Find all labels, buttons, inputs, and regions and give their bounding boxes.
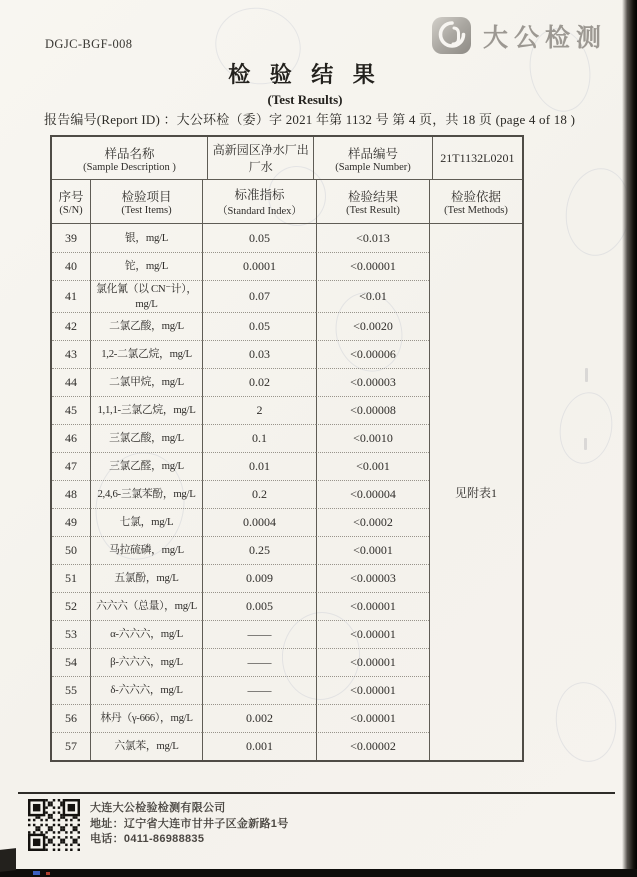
bleed-mark bbox=[585, 368, 588, 382]
row-standard: —— bbox=[202, 648, 316, 676]
report-id-line: 报告编号(Report ID) ：大公环检（委）字 2021 年第 1132 号 第 4 页，共 18 页 (page 4 of 18 ) bbox=[44, 112, 576, 127]
scan-edge-bottom bbox=[0, 869, 637, 877]
column-header-row bbox=[52, 180, 522, 224]
row-sn: 57 bbox=[52, 732, 90, 760]
scan-speck bbox=[33, 871, 40, 875]
row-standard: 0.25 bbox=[202, 536, 316, 564]
row-sn: 56 bbox=[52, 704, 90, 732]
bleed-mark bbox=[554, 388, 618, 468]
row-standard: 0.02 bbox=[202, 368, 316, 396]
row-standard: 0.07 bbox=[202, 280, 316, 312]
row-sn: 50 bbox=[52, 536, 90, 564]
row-result: <0.0001 bbox=[316, 536, 429, 564]
bleed-mark bbox=[551, 678, 622, 766]
row-sn: 43 bbox=[52, 340, 90, 368]
row-result: <0.00002 bbox=[316, 732, 429, 760]
qr-code bbox=[28, 799, 80, 851]
row-standard: 0.03 bbox=[202, 340, 316, 368]
row-item: 二氯甲烷，mg/L bbox=[90, 368, 202, 396]
row-result: <0.00001 bbox=[316, 704, 429, 732]
row-item: 1,2-二氯乙烷，mg/L bbox=[90, 340, 202, 368]
row-result: <0.00003 bbox=[316, 368, 429, 396]
row-sn: 51 bbox=[52, 564, 90, 592]
row-result: <0.00001 bbox=[316, 592, 429, 620]
row-result: <0.0002 bbox=[316, 508, 429, 536]
row-item: 二氯乙酸，mg/L bbox=[90, 312, 202, 340]
row-item: 五氯酚，mg/L bbox=[90, 564, 202, 592]
column-header-standard: 标准指标 （Standard Index） bbox=[202, 180, 316, 223]
row-result: <0.00001 bbox=[316, 648, 429, 676]
row-result: <0.013 bbox=[316, 224, 429, 252]
row-item: 1,1,1-三氯乙烷，mg/L bbox=[90, 396, 202, 424]
row-sn: 55 bbox=[52, 676, 90, 704]
row-item: 铊，mg/L bbox=[90, 252, 202, 280]
row-sn: 49 bbox=[52, 508, 90, 536]
row-result: <0.00008 bbox=[316, 396, 429, 424]
row-sn: 48 bbox=[52, 480, 90, 508]
document-code: DGJC-BGF-008 bbox=[45, 37, 133, 51]
row-standard: 0.005 bbox=[202, 592, 316, 620]
row-sn: 40 bbox=[52, 252, 90, 280]
results-table bbox=[50, 135, 524, 762]
scan-corner-mark bbox=[0, 848, 16, 872]
row-item: 六六六（总量），mg/L bbox=[90, 592, 202, 620]
page-title: 检 验 结 果 bbox=[228, 62, 382, 87]
row-result: <0.0010 bbox=[316, 424, 429, 452]
row-item: 氯化氰（以 CN⁻计），mg/L bbox=[90, 280, 202, 312]
row-sn: 54 bbox=[52, 648, 90, 676]
row-standard: 0.002 bbox=[202, 704, 316, 732]
row-standard: 0.001 bbox=[202, 732, 316, 760]
table-body bbox=[52, 224, 522, 760]
bleed-mark bbox=[584, 438, 587, 450]
row-sn: 42 bbox=[52, 312, 90, 340]
row-item: 银，mg/L bbox=[90, 224, 202, 252]
row-item: β-六六六，mg/L bbox=[90, 648, 202, 676]
row-item: 六氯苯，mg/L bbox=[90, 732, 202, 760]
row-standard: 0.0001 bbox=[202, 252, 316, 280]
column-header-sn: 序号 (S/N) bbox=[58, 190, 84, 216]
row-result: <0.00004 bbox=[316, 480, 429, 508]
row-item: α-六六六，mg/L bbox=[90, 620, 202, 648]
row-standard: 2 bbox=[202, 396, 316, 424]
scan-edge-right bbox=[622, 0, 637, 877]
logo-text: 大公检测 bbox=[482, 25, 607, 52]
column-header-items: 检验项目 (Test Items) bbox=[90, 180, 202, 223]
row-standard: 0.009 bbox=[202, 564, 316, 592]
company-logo bbox=[431, 16, 607, 56]
row-sn: 44 bbox=[52, 368, 90, 396]
row-item: 七氯，mg/L bbox=[90, 508, 202, 536]
footer-info bbox=[90, 801, 289, 848]
page-subtitle: (Test Results) bbox=[267, 92, 343, 107]
row-item: δ-六六六，mg/L bbox=[90, 676, 202, 704]
row-result: <0.0020 bbox=[316, 312, 429, 340]
row-standard: —— bbox=[202, 620, 316, 648]
row-result: <0.00001 bbox=[316, 676, 429, 704]
row-standard: 0.2 bbox=[202, 480, 316, 508]
footer-company: 大连大公检验检测有限公司 bbox=[90, 802, 226, 814]
row-result: <0.00001 bbox=[316, 252, 429, 280]
footer-phone: 电话：0411-86988835 bbox=[90, 833, 205, 845]
row-standard: 0.1 bbox=[202, 424, 316, 452]
sample-name-header: 样品名称 (Sample Description ) bbox=[83, 146, 176, 173]
row-sn: 53 bbox=[52, 620, 90, 648]
logo-swirl-icon bbox=[431, 16, 473, 56]
row-sn: 45 bbox=[52, 396, 90, 424]
row-sn: 52 bbox=[52, 592, 90, 620]
sample-number-value: 21T1132L0201 bbox=[432, 137, 522, 179]
row-result: <0.00006 bbox=[316, 340, 429, 368]
row-item: 2,4,6-三氯苯酚，mg/L bbox=[90, 480, 202, 508]
methods-cell: 见附表1 bbox=[429, 224, 522, 760]
column-header-result: 检验结果 (Test Result) bbox=[316, 180, 429, 223]
sample-header-row bbox=[52, 137, 522, 180]
footer-address: 地址：辽宁省大连市甘井子区金新路1号 bbox=[90, 817, 289, 830]
row-result: <0.00003 bbox=[316, 564, 429, 592]
row-sn: 47 bbox=[52, 452, 90, 480]
row-item: 三氯乙醛，mg/L bbox=[90, 452, 202, 480]
sample-name-value: 高新园区净水厂出厂水 bbox=[207, 137, 313, 179]
row-result: <0.00001 bbox=[316, 620, 429, 648]
row-item: 三氯乙酸，mg/L bbox=[90, 424, 202, 452]
row-sn: 41 bbox=[52, 280, 90, 312]
footer-divider bbox=[18, 792, 615, 794]
sample-number-header: 样品编号 (Sample Number) bbox=[313, 137, 431, 179]
row-standard: 0.0004 bbox=[202, 508, 316, 536]
row-standard: 0.05 bbox=[202, 312, 316, 340]
row-standard: 0.01 bbox=[202, 452, 316, 480]
column-header-methods: 检验依据 (Test Methods) bbox=[429, 180, 522, 223]
row-item: 马拉硫磷，mg/L bbox=[90, 536, 202, 564]
row-item: 林丹（γ-666），mg/L bbox=[90, 704, 202, 732]
row-result: <0.01 bbox=[316, 280, 429, 312]
row-result: <0.001 bbox=[316, 452, 429, 480]
row-standard: 0.05 bbox=[202, 224, 316, 252]
row-sn: 46 bbox=[52, 424, 90, 452]
row-standard: —— bbox=[202, 676, 316, 704]
scan-speck bbox=[46, 872, 50, 875]
row-sn: 39 bbox=[65, 230, 77, 245]
